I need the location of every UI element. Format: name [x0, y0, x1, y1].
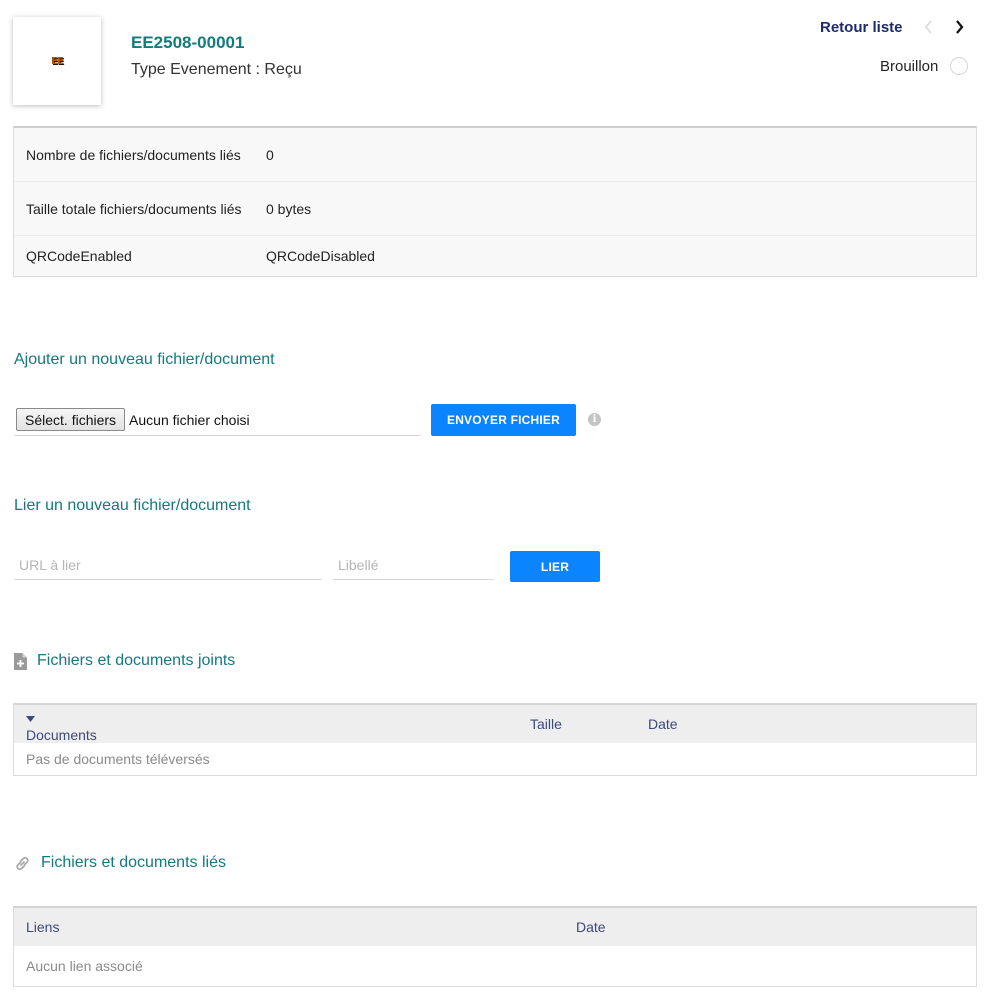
info-value: 0 [266, 146, 274, 163]
info-table [13, 126, 977, 277]
info-key: Taille totale fichiers/documents liés [26, 200, 242, 217]
table-header [14, 908, 976, 946]
link-section-title: Lier un nouveau fichier/document [14, 497, 251, 514]
empty-message: Pas de documents téléversés [26, 751, 210, 767]
linked-documents-table [13, 906, 977, 987]
event-reference: EE2508-00001 [131, 33, 245, 52]
info-row-total-size [14, 182, 976, 236]
label-input[interactable] [333, 550, 494, 580]
attached-files-title: Fichiers et documents joints [37, 652, 236, 669]
upload-section-title: Ajouter un nouveau fichier/document [14, 351, 275, 368]
info-value: QRCodeDisabled [266, 248, 375, 264]
info-row-file-count [14, 128, 976, 182]
info-icon[interactable]: i [588, 413, 601, 426]
status-label: Brouillon [880, 58, 939, 75]
status-circle-icon [950, 57, 968, 75]
size-column-header[interactable]: Taille [530, 716, 562, 732]
documents-column-header[interactable] [26, 716, 97, 743]
attached-documents-table [13, 703, 977, 776]
caret-down-icon [26, 716, 35, 722]
date-column-header[interactable]: Date [576, 919, 606, 935]
table-header [14, 705, 976, 743]
attached-files-heading [14, 652, 235, 670]
info-row-qrcode [14, 236, 976, 276]
choose-files-button[interactable]: Sélect. fichiers [16, 408, 125, 431]
event-logo [13, 17, 101, 105]
url-input[interactable] [14, 550, 322, 580]
link-button[interactable]: LIER [510, 551, 600, 582]
back-to-list-link[interactable]: Retour liste [820, 19, 903, 36]
next-record-icon[interactable] [951, 16, 967, 38]
no-file-chosen-label: Aucun fichier choisi [129, 411, 250, 428]
info-key: QRCodeEnabled [26, 248, 132, 264]
file-add-icon [14, 653, 27, 670]
file-chooser[interactable] [14, 404, 421, 436]
previous-record-icon[interactable] [920, 16, 936, 38]
documents-column-label: Documents [26, 727, 97, 743]
linked-files-title: Fichiers et documents liés [41, 854, 226, 871]
date-column-header[interactable]: Date [648, 716, 678, 732]
linked-files-heading [14, 854, 226, 872]
links-column-header[interactable]: Liens [26, 919, 60, 935]
send-file-button[interactable]: ENVOYER FICHIER [431, 404, 576, 436]
event-type: Type Evenement : Reçu [131, 61, 302, 78]
link-icon [14, 855, 31, 872]
logo-text: EE [51, 55, 63, 67]
empty-message: Aucun lien associé [26, 958, 143, 974]
info-value: 0 bytes [266, 200, 312, 217]
info-key: Nombre de fichiers/documents liés [26, 146, 241, 163]
